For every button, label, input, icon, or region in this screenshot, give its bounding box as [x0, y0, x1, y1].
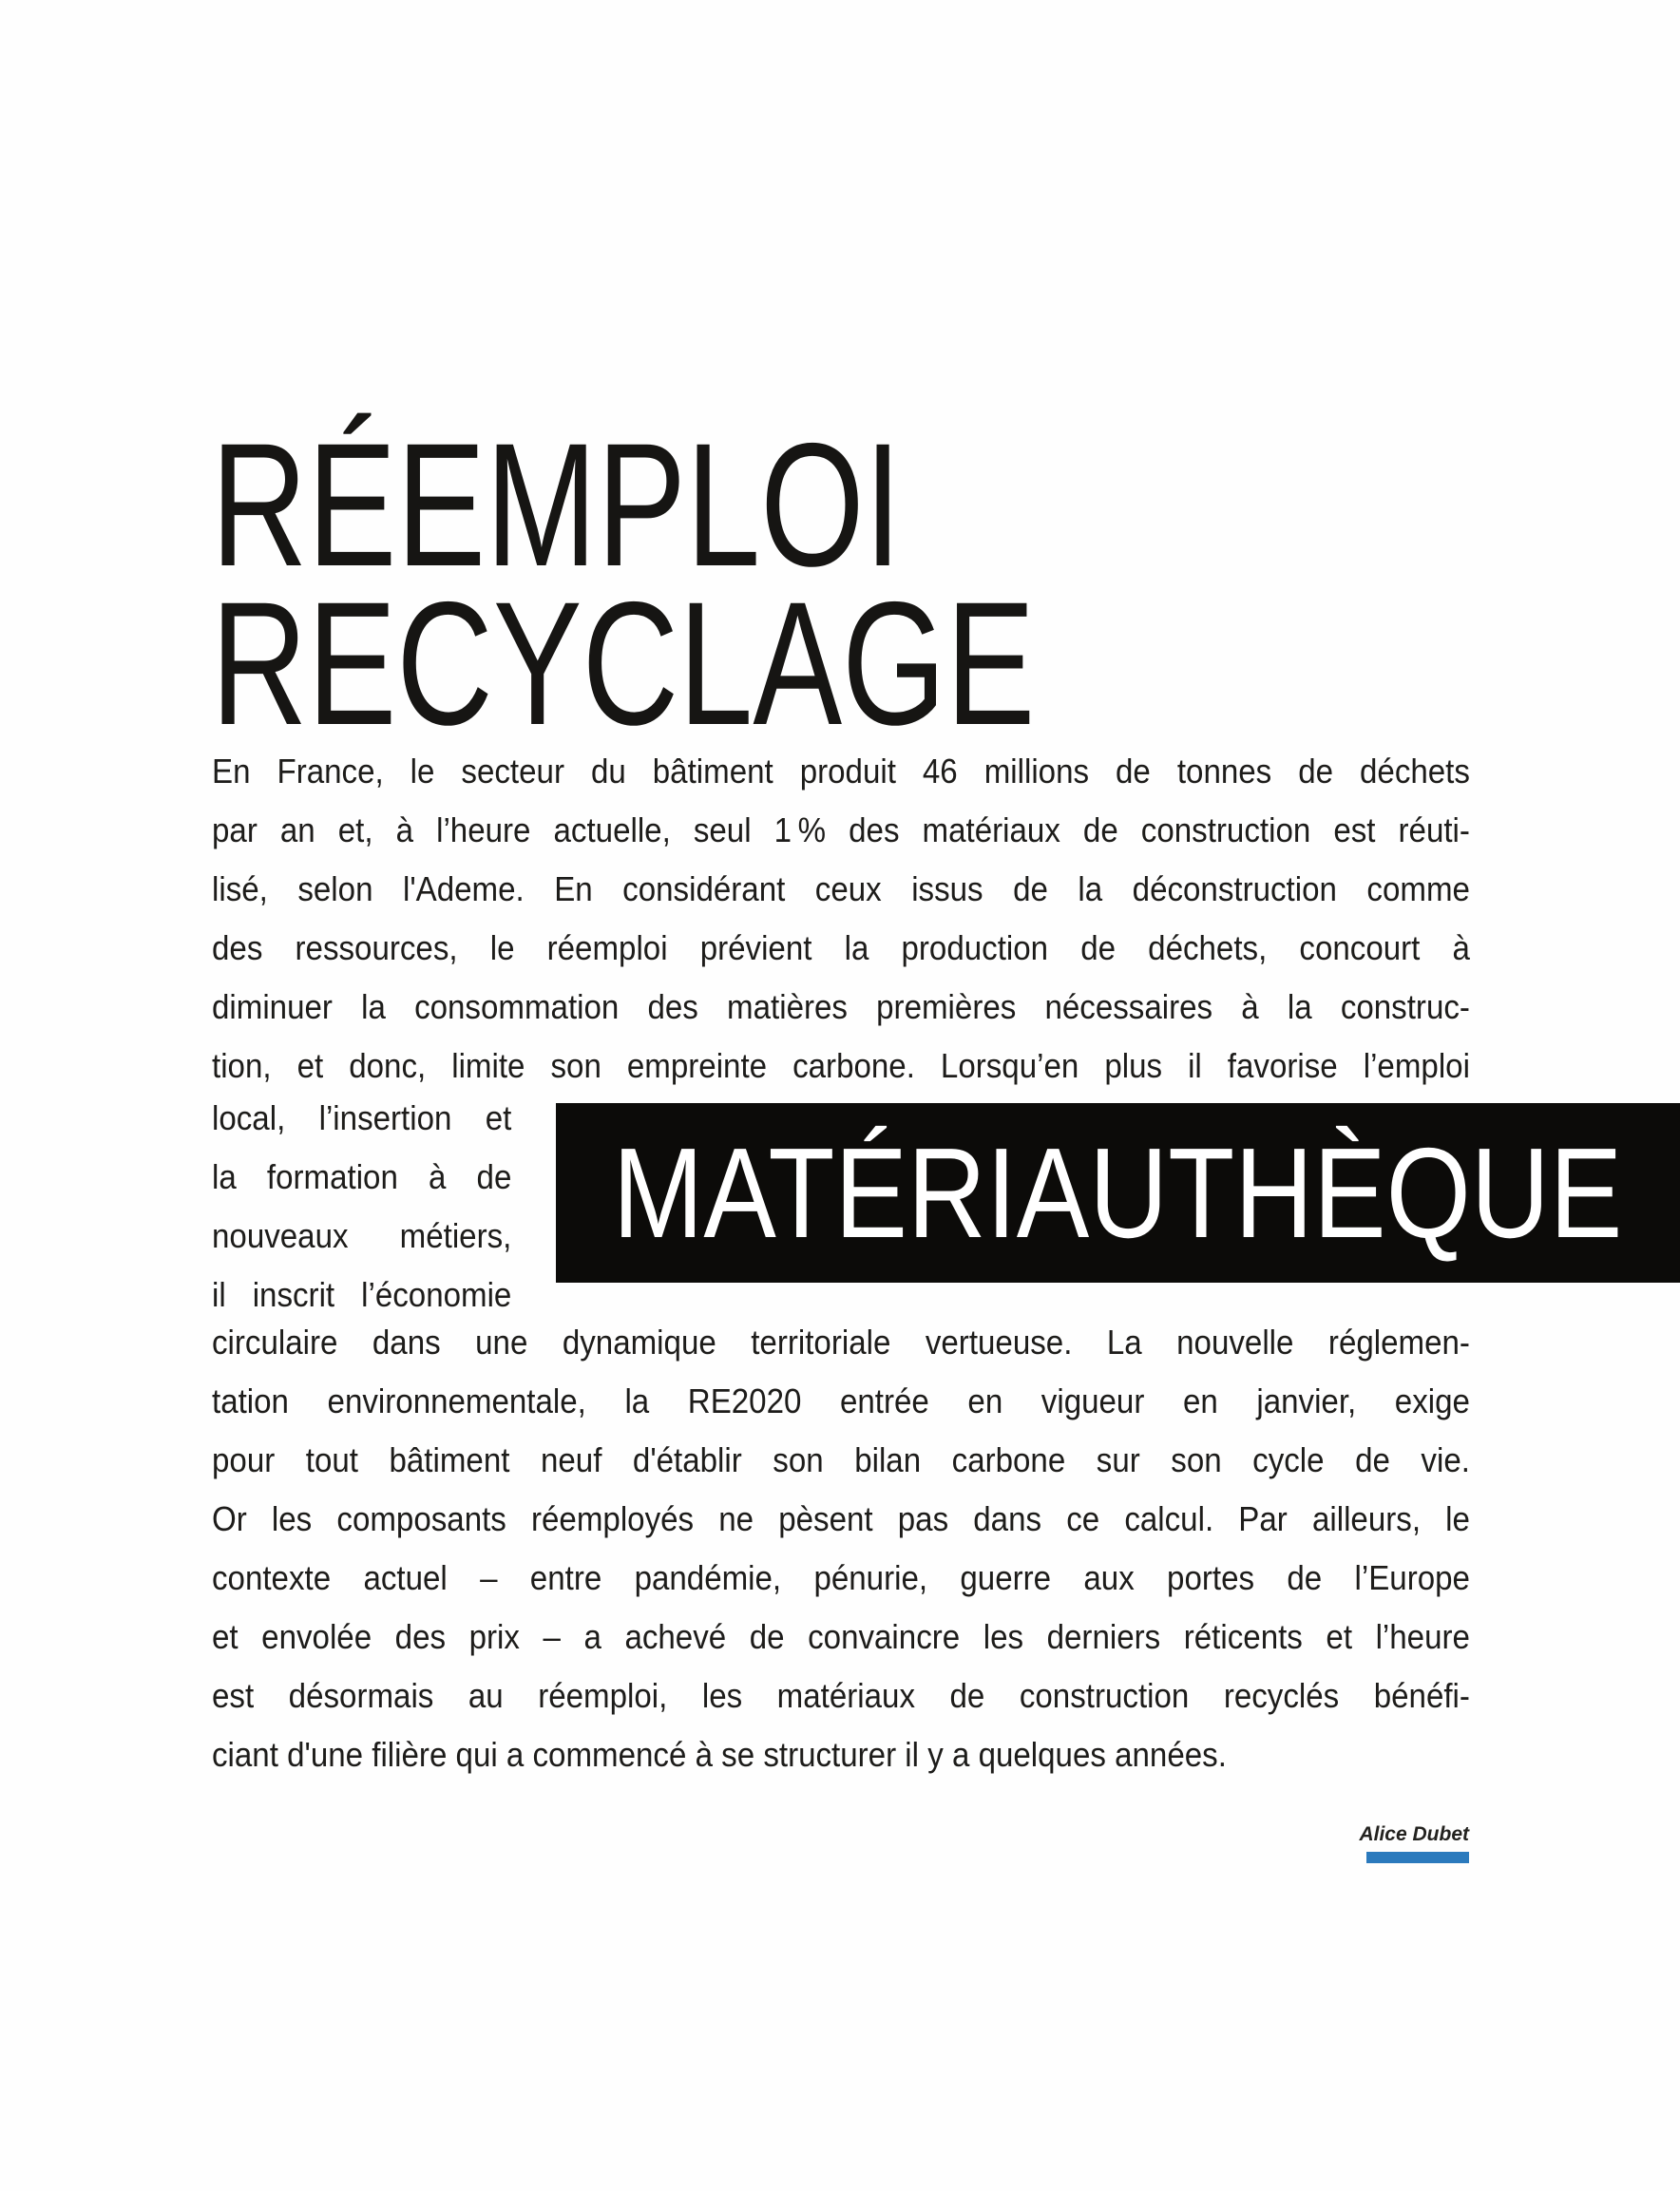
body-line: et envolée des prix – a achevé de convaincre les derniers réticents et l’heure [212, 1617, 1470, 1656]
body-line: tation environnementale, la RE2020 entrée en vigueur en janvier, exige [212, 1381, 1470, 1420]
intro-paragraph [212, 742, 1470, 1096]
byline-author: Alice Dubet [1359, 1823, 1469, 1845]
body-line: ciant d'une filière qui a commencé à se structurer il y a quelques années. [212, 1735, 1227, 1774]
body-line: pour tout bâtiment neuf d'établir son bilan carbone sur son cycle de vie. [212, 1440, 1470, 1479]
materiautheque-banner [556, 1103, 1680, 1283]
materiautheque-banner-label: MATÉRIAUTHÈQUE [613, 1121, 1623, 1265]
body-line: circulaire dans une dynamique territoriale vertueuse. La nouvelle réglemen- [212, 1323, 1470, 1362]
body-line: contexte actuel – entre pandémie, pénurie, guerre aux portes de l’Europe [212, 1558, 1470, 1597]
wrap-column-line: il inscrit l’économie [212, 1275, 512, 1314]
wrap-column-line: la formation à de [212, 1157, 512, 1196]
article-title-line-1: RÉEMPLOI [211, 408, 902, 603]
wrap-column-line: local, l’insertion et [212, 1098, 512, 1137]
article-title-line-2: RECYCLAGE [211, 566, 1036, 762]
intro-line: En France, le secteur du bâtiment produit 46 millions de tonnes de déchets [212, 752, 1470, 791]
body-paragraph [212, 1313, 1470, 1784]
article-title [211, 408, 1036, 762]
body-line: est désormais au réemploi, les matériaux de construction recyclés bénéfi- [212, 1676, 1470, 1715]
body-line: Or les composants réemployés ne pèsent pas dans ce calcul. Par ailleurs, le [212, 1499, 1470, 1538]
wrap-column-line: nouveaux métiers, [212, 1216, 512, 1255]
intro-line: tion, et donc, limite son empreinte carbone. Lorsqu’en plus il favorise l’emploi [212, 1046, 1470, 1085]
intro-line: diminuer la consommation des matières premières nécessaires à la construc- [212, 987, 1470, 1026]
byline-accent-bar [1366, 1852, 1469, 1863]
wrap-column-paragraph [212, 1089, 511, 1324]
intro-line: des ressources, le réemploi prévient la production de déchets, concourt à [212, 928, 1470, 967]
intro-line: lisé, selon l'Ademe. En considérant ceux issus de la déconstruction comme [212, 869, 1470, 908]
intro-line: par an et, à l’heure actuelle, seul 1 % des matériaux de construction est réuti- [212, 810, 1470, 849]
